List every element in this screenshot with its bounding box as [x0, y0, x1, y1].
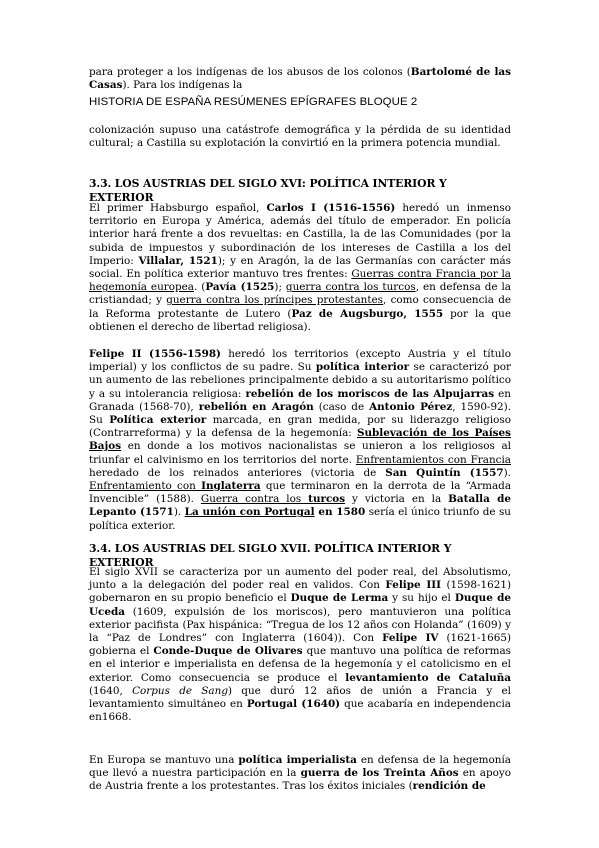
section-heading: 3.3. LOS AUSTRIAS DEL SIGLO XVI: POLÍTICA INTERIOR Y EXTERIOR [89, 177, 447, 204]
section-3-3-paragraph-2 [89, 348, 511, 533]
intro-paragraph-start [89, 66, 511, 92]
intro-paragraph-continuation: colonización supuso una catástrofe demográfica y la pérdida de su identidad cultural; a Castilla su explotación la convirtió en la primera potencia mundial. [89, 124, 511, 150]
paragraph: El siglo XVII se caracteriza por un aumento del poder real, del Absolutismo, junto a la delegación del poder real en validos. Con Felipe III (1598-1621) gobernaron en su propio beneficio el Duque de Lerma y su hijo el Duque de Uceda (1609, expulsión de los moriscos), pero mantuvieron una política exterior pacifista (Pax hispánica: “Tregua de los 12 años con Holanda” (1609) y la “Paz de Londres” con Inglaterra (1604)). Con Felipe IV (1621-1665) gobierna el Conde-Duque de Olivares que mantuvo una política de reformas en el interior e imperialista en defensa de la hegemonía y el catolicismo en el exterior. Como consecuencia se produce el levantamiento de Cataluña (1640, Corpus de Sang) que duró 12 años de unión a Francia y el levantamiento simultáneo en Portugal (1640) que acabaría en independencia en1668. [89, 566, 512, 724]
paragraph: En Europa se mantuvo una política imperialista en defensa de la hegemonía que llevó a nuestra participación en la guerra de los Treinta Años en apoyo de Austria frente a los protestantes. Tras los éxitos iniciales (rendición de [89, 754, 511, 793]
intro-text: para proteger a los indígenas de los abusos de los colonos ( [89, 66, 411, 78]
section-3-4-paragraph-2 [89, 754, 511, 794]
intro-fragment [89, 66, 511, 92]
paragraph: El primer Habsburgo español, Carlos I (1516-1556) heredó un inmenso territorio en Europa y América, además del título de emperador. En policía interior hará frente a dos revueltas: en Castilla, la de las Comunidades (por la subida de impuestos y subordinación de los intereses de Castilla a los del Imperio: Villalar, 1521); y en Aragón, la de las Germanías con carácter más social. En política exterior mantuvo tres frentes: Guerras contra Francia por la hegemonía europea. (Pavía (1525); guerra contra los turcos, en defensa de la cristiandad; y guerra contra los príncipes protestantes, como consecuencia de la Reforma protestante de Lutero (Paz de Augsburgo, 1555 por la que obtienen el derecho de libertad religiosa). [89, 202, 511, 333]
section-3-3 [89, 177, 511, 205]
paragraph: Felipe II (1556-1598) heredó los territorios (excepto Austria y el título imperial) y los conflictos de su padre. Su política interior se caracterizó por un aumento de las rebeliones principalmente debido a su autoritarismo político y a su intolerancia religiosa: rebelión de los moriscos de las Alpujarras en Granada (1568-70), rebelión en Aragón (caso de Antonio Pérez, 1590-92). Su Política exterior marcada, en gran medida, por su liderazgo religioso (Contrarreforma) y la defensa de la hegemonía: Sublevación de los Países Bajos en donde a los motivos nacionalistas se unieron a los religiosos al triunfar el calvinismo en los territorios del norte. Enfrentamientos con Francia heredado de los reinados anteriores (victoria de San Quintín (1557). Enfrentamiento con Inglaterra que terminaron en la derrota de la “Armada Invencible” (1588). Guerra contra los turcos y victoria en la Batalla de Lepanto (1571). La unión con Portugal en 1580 sería el único triunfo de su política exterior. [89, 348, 512, 532]
intro-bold-name: Bartolomé de las Casas [89, 66, 512, 92]
intro-text-end: ). Para los indígenas la [122, 79, 243, 92]
intro-continuation [89, 124, 511, 150]
section-3-4-paragraph-1 [89, 566, 511, 724]
section-3-3-paragraph-1 [89, 202, 511, 334]
page-header: HISTORIA DE ESPAÑA RESÚMENES EPÍGRAFES BLOQUE 2 [89, 96, 418, 108]
section-heading: 3.4. LOS AUSTRIAS DEL SIGLO XVII. POLÍTICA INTERIOR Y EXTERIOR [89, 542, 452, 569]
